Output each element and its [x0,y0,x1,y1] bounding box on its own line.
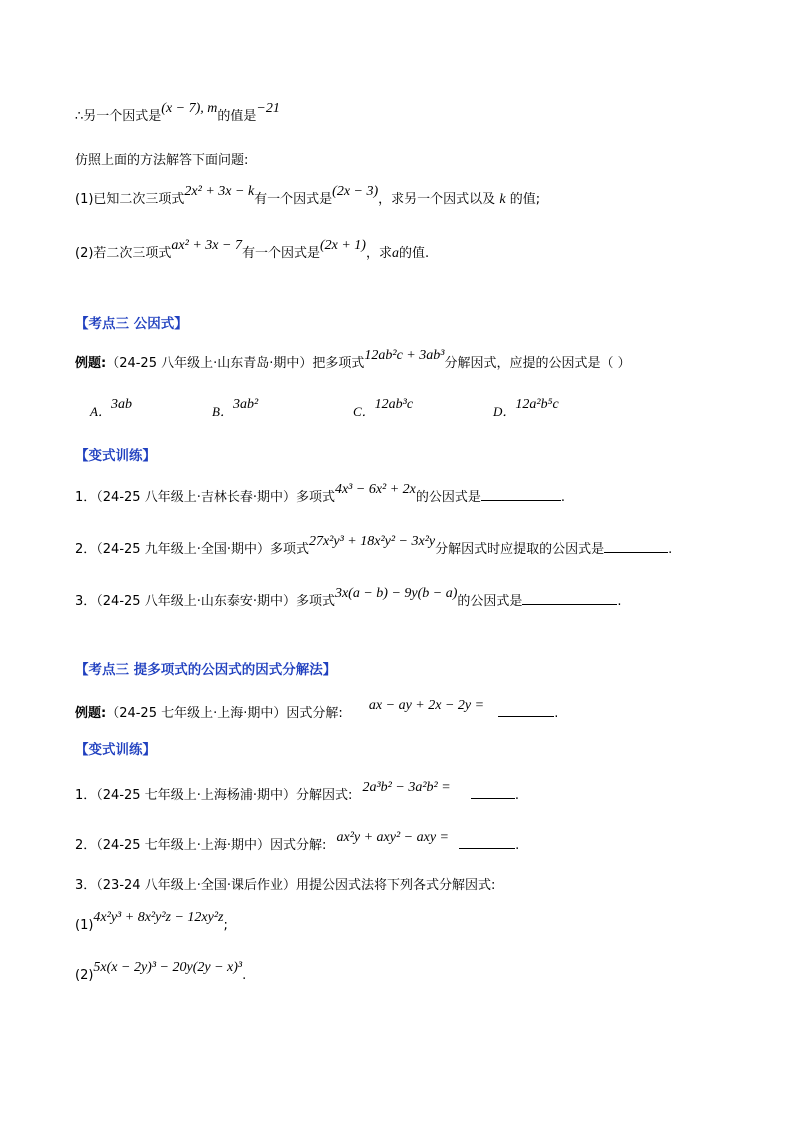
problem-1-text1: 有一个因式是 [254,192,333,207]
section-2-heading: 【考点三 提多项式的公因式的因式分解法】 [75,662,337,678]
item-expr: 4x³ − 6x² + 2x [334,482,416,497]
section-1-example-expr: 12ab²c + 3ab³ [364,348,445,363]
option-b-letter: B． [212,404,233,419]
answer-blank[interactable] [604,538,668,553]
option-a-value: 3ab [110,397,132,412]
problem-2-text2: ，求 [365,246,392,261]
practice-1-item-1 [75,482,566,508]
conclusion-line [75,101,280,127]
practice-2-item-1 [75,780,519,806]
item-number: 2． [75,542,97,557]
option-d-value: 12a²b⁵c [515,397,559,412]
answer-blank[interactable] [481,486,561,501]
instruction-line: 仿照上面的方法解答下面问题: [75,153,249,168]
problem-1-factor: (2x − 3) [332,184,379,199]
option-c-value: 12ab³c [374,397,414,412]
item-end: . [617,594,622,609]
conclusion-mid: 的值是 [217,109,257,124]
option-a-letter: A． [90,404,111,419]
section-1-example-label: 例题: [75,356,107,371]
item-expr: 3x(a − b) − 9y(b − a) [334,586,458,601]
sub-label: (1) [75,918,94,933]
conclusion-math-factor: (x − 7), m [161,101,218,116]
section-2-example-end: . [554,706,559,721]
sub-end: . [242,968,247,983]
problem-1-text2: ，求另一个因式以及 [378,192,496,207]
item-text: （24-25 七年级上·上海·期中）因式分解: [96,838,327,853]
problem-2-factor: (2x + 1) [319,238,366,253]
section-1-example-text: （24-25 八年级上·山东青岛·期中）把多项式 [106,356,365,371]
item-end: . [560,490,566,505]
item-text: （23-24 八年级上·全国·课后作业）用提公因式法将下列各式分解因式: [96,878,496,893]
problem-1-var: k [499,192,506,207]
item-text: （24-25 七年级上·上海杨浦·期中）分解因式: [96,788,353,803]
practice-1-heading: 【变式训练】 [75,448,156,464]
item-tail: 的公因式是 [415,490,481,505]
item-text: （24-25 九年级上·全国·期中）多项式 [96,542,309,557]
item-number: 2． [75,838,97,853]
practice-2-item-3-sub-2 [75,960,247,986]
answer-blank[interactable] [459,834,515,849]
section-1-heading: 【考点三 公因式】 [75,316,188,332]
sub-end: ; [223,918,228,933]
problem-2-expr: ax² + 3x − 7 [171,238,242,253]
item-expr: 2a³b² − 3a²b² = [362,780,451,795]
option-d-letter: D． [493,404,516,419]
problem-1-text3: 的值; [509,192,541,207]
practice-2-item-2 [75,830,520,856]
option-c[interactable] [353,397,414,423]
conclusion-prefix: ∴另一个因式是 [75,109,162,124]
practice-1-item-2 [75,534,673,560]
item-tail: 的公因式是 [457,594,523,609]
item-end: . [515,838,520,853]
item-number: 1． [75,490,97,505]
section-2-example-text: （24-25 七年级上·上海·期中）因式分解: [106,706,343,721]
answer-blank[interactable] [522,590,617,605]
item-text: （24-25 八年级上·吉林长春·期中）多项式 [96,490,335,505]
answer-blank[interactable] [498,702,554,717]
sub-expr: 5x(x − 2y)³ − 20y(2y − x)³ [93,960,243,975]
option-a[interactable] [90,397,132,423]
problem-1 [75,184,541,210]
answer-blank[interactable] [471,784,515,799]
option-d[interactable] [493,397,559,423]
problem-2-text1: 有一个因式是 [241,246,320,261]
section-2-example [75,698,559,724]
practice-2-item-3-sub-1 [75,910,228,936]
option-c-letter: C． [353,404,375,419]
problem-1-label: (1)已知二次三项式 [75,192,185,207]
item-expr: 27x²y³ + 18x²y² − 3x²y [308,534,436,549]
item-expr: ax²y + axy² − axy = [336,830,450,845]
item-number: 3． [75,594,97,609]
option-b-value: 3ab² [232,397,259,412]
item-text: （24-25 八年级上·山东泰安·期中）多项式 [96,594,335,609]
sub-expr: 4x²y³ + 8x²y²z − 12xy²z [93,910,224,925]
practice-2-heading: 【变式训练】 [75,742,156,758]
problem-1-expr: 2x² + 3x − k [184,184,255,199]
conclusion-math-value: −21 [256,101,280,116]
section-1-example-tail: 分解因式，应提的公因式是（ ） [444,356,631,371]
problem-2-var: a [391,246,399,261]
item-number: 3． [75,878,97,893]
section-2-example-label: 例题: [75,706,107,721]
practice-1-item-3 [75,586,622,612]
item-number: 1． [75,788,97,803]
problem-2 [75,238,430,264]
item-end: . [668,542,673,557]
problem-2-text3: 的值. [398,246,430,261]
section-2-example-expr: ax − ay + 2x − 2y = [368,698,485,713]
practice-2-item-3 [75,876,495,896]
option-b[interactable] [212,397,259,423]
item-tail: 分解因式时应提取的公因式是 [435,542,605,557]
sub-label: (2) [75,968,94,983]
item-end: . [514,788,519,803]
problem-2-label: (2)若二次三项式 [75,246,172,261]
section-1-example [75,348,631,374]
